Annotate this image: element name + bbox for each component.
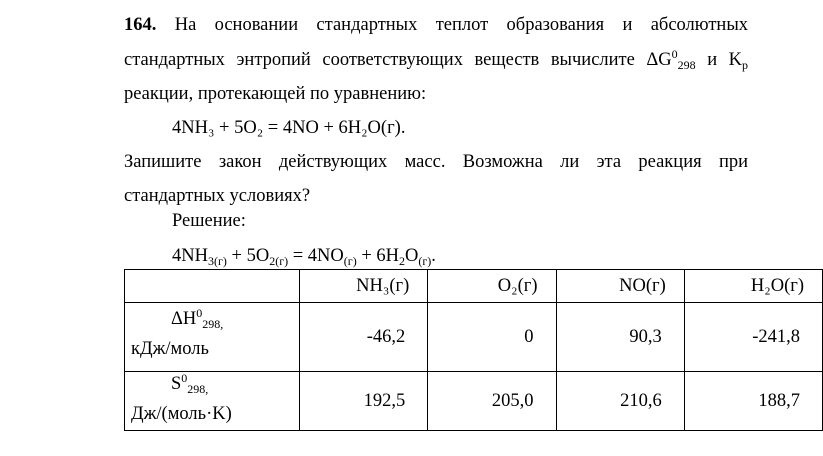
solution-label: Решение: <box>172 211 246 231</box>
problem-text-2a: стандартных энтропий соответствующих веществ вычислите ΔG <box>124 50 672 70</box>
table-cell: -241,8 <box>684 303 822 372</box>
problem-line-2 <box>124 49 748 71</box>
solution-equation <box>172 245 436 267</box>
task-line-2: стандартных условиях? <box>124 186 311 206</box>
table-cell: 192,5 <box>299 372 427 431</box>
reaction-equation: 4NH₃ + 5O₂ = 4NO + 6H₂O(г). <box>172 118 406 138</box>
eq-sub: (г) <box>418 254 432 268</box>
row-label-symbol: $S^0_{298,}$ <box>171 371 209 396</box>
row-label-unit: кДж/моль <box>131 339 209 359</box>
problem-number: 164. <box>124 15 157 35</box>
eq-part: = 4NO <box>288 246 344 266</box>
row-label-entropy <box>125 372 300 431</box>
table-header-cell <box>125 270 300 303</box>
problem-line-1 <box>124 14 748 36</box>
row-label-unit: Дж/(моль·K) <box>131 404 232 424</box>
eq-sub: 2 <box>399 254 405 268</box>
problem-text-2b: и K <box>695 50 742 70</box>
dg-subscript: 298 <box>677 58 696 72</box>
row-label-enthalpy <box>125 303 300 372</box>
table-header-row <box>125 270 823 303</box>
eq-part: 4NH <box>172 246 208 266</box>
task-line-1: Запишите закон действующих масс. Возможна ли эта реакция при <box>124 152 748 172</box>
problem-text-3: реакции, протекающей по уравнению: <box>124 84 427 104</box>
eq-part: . <box>431 246 436 266</box>
kp-subscript: p <box>742 58 748 72</box>
eq-sub: 3(г) <box>207 254 227 268</box>
table-cell: 210,6 <box>556 372 684 431</box>
table-row <box>125 303 823 372</box>
table-row <box>125 372 823 431</box>
table-cell: 205,0 <box>428 372 556 431</box>
thermodynamic-data-table <box>124 269 823 431</box>
eq-part: O <box>405 246 419 266</box>
table-cell: 188,7 <box>684 372 822 431</box>
eq-sub: (г) <box>343 254 357 268</box>
table-header-cell: H₂O(г) <box>684 270 822 303</box>
table-header-cell: O₂(г) <box>428 270 556 303</box>
eq-part: + 5O <box>226 246 270 266</box>
table-cell: -46,2 <box>299 303 427 372</box>
table-header-cell: NH₃(г) <box>299 270 427 303</box>
table-cell: 90,3 <box>556 303 684 372</box>
table-header-cell: NO(г) <box>556 270 684 303</box>
dg-superscript: 0 <box>671 47 678 61</box>
table-cell: 0 <box>428 303 556 372</box>
row-label-symbol: $\Delta H^0_{298,}$ <box>171 306 224 331</box>
problem-text-1: На основании стандартных теплот образования и абсолютных <box>174 15 749 35</box>
eq-part: + 6H <box>356 246 399 266</box>
eq-sub: 2(г) <box>269 254 289 268</box>
